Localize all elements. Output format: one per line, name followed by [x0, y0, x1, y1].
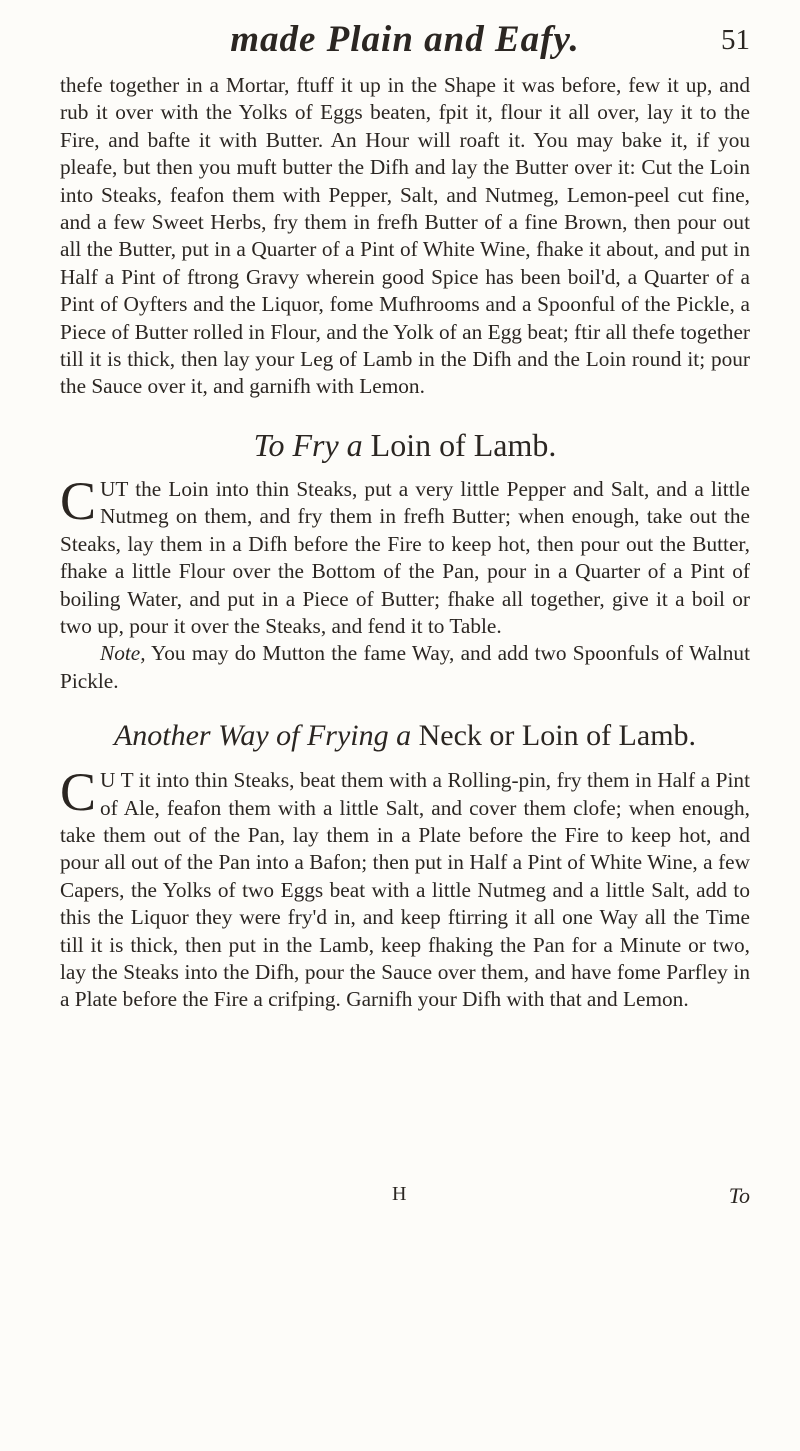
recipe-title-another-way — [60, 719, 750, 753]
page-footer — [60, 1183, 750, 1223]
recipe-body-another-way — [60, 762, 750, 1014]
recipe-text: U T it into thin Steaks, beat them with a Rolling-pin, fry them in Half a Pint of Ale, feafon them with a little Salt, and cover them clofe; when enough, take them out of the Pan, lay them in a Plate before the Fire to keep hot, and pour all out of the Pan into a Bafon; then put in Half a Pint of White Wine, a few Capers, the Yolks of two Eggs beat with a little Nutmeg and a little Salt, add to this the Liquor they were fry'd in, and keep ftirring it all one Way all the Time till it is thick, then put in the Lamb, keep fhaking the Pan for a Minute or two, lay the Steaks into the Difh, pour the Sauce over them, and have fome Parfley in a Plate before the Fire a crifping. Garnifh your Difh with that and Lemon. — [60, 768, 750, 1012]
running-title: made Plain and Eafy. — [230, 19, 580, 60]
note-text: You may do Mutton the fame Way, and add two Spoonfuls of Walnut Pickle. — [60, 641, 750, 693]
recipe-text: UT the Loin into thin Steaks, put a very little Pepper and Salt, and a little Nutmeg on them, and fry them in frefh Butter; when enough, take out the Steaks, lay them in a Difh before the Fire to keep hot, then pour out the Butter, fhake a little Flour over the Bottom of the Pan, pour in a Quarter of a Pint of boiling Water, and put in a Piece of Butter; fhake all together, give it a boil or two up, pour it over the Steaks, and fend it to Table. — [60, 476, 750, 638]
recipe-note — [60, 640, 750, 695]
catchword: To — [728, 1183, 750, 1208]
page-number: 51 — [721, 24, 750, 56]
recipe-title-fry-loin — [60, 427, 750, 464]
signature-mark: H — [392, 1183, 407, 1205]
drop-cap: C — [60, 470, 97, 531]
recipe-body-fry-loin — [60, 470, 750, 640]
note-label: Note, — [100, 641, 146, 666]
continued-paragraph: thefe together in a Mortar, ftuff it up in the Shape it was before, few it up, and rub it over with the Yolks of Eggs beaten, fpit it, flour it all over, lay it to the Fire, and bafte it with Butter. An Hour will roaft it. You may bake it, if you pleafe, but then you muft butter the Difh and lay the Butter over it: Cut the Loin into Steaks, feafon them with Pepper, Salt, and Nutmeg, Lemon-peel cut fine, and a few Sweet Herbs, fry them in frefh Butter of a fine Brown, then pour out all the Butter, put in a Quarter of a Pint of White Wine, fhake it about, and put in Half a Pint of ftrong Gravy wherein good Spice has been boil'd, a Quarter of a Pint of Oyfters and the Liquor, fome Mufhrooms and a Spoonful of the Pickle, a Piece of Butter rolled in Flour, and the Yolk of an Egg beat; ftir all thefe together till it is thick, then lay your Leg of Lamb in the Difh and the Loin round it; pour the Sauce over it, and garnifh with Lemon. — [60, 73, 750, 399]
page-header — [60, 18, 750, 78]
recipe-title-italic: Another Way of Frying a — [113, 719, 412, 753]
page-content — [60, 72, 750, 1014]
drop-cap: C — [60, 762, 97, 823]
recipe-title-italic: To Fry a — [253, 426, 363, 463]
recipe-title-roman: Loin of Lamb. — [370, 426, 557, 463]
recipe-title-roman: Neck or Loin of Lamb. — [418, 719, 697, 753]
